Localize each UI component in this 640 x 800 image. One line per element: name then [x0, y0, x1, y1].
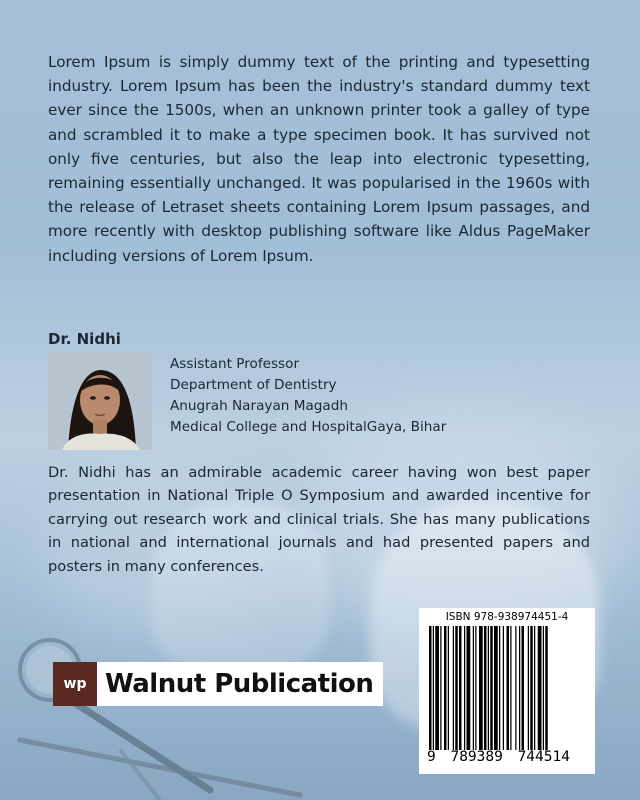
affiliation-line: Department of Dentistry	[170, 377, 337, 393]
publisher-name: Walnut Publication	[105, 669, 374, 699]
publisher-logo	[53, 662, 383, 706]
barcode-bars-icon	[429, 626, 587, 750]
author-portrait-icon	[48, 352, 152, 450]
affiliation-line: Medical College and HospitalGaya, Bihar	[170, 419, 447, 435]
book-blurb: Lorem Ipsum is simply dummy text of the printing and typesetting industry. Lorem Ipsum has been the industry's standard dummy text ever since the 1500s, when an unknown printer took a galley of type and scrambled it to make a type specimen book. It has survived not only five centuries, but also the leap into electronic typesetting, remaining essentially unchanged. It was popularised in the 1960s with the release of Letraset sheets containing Lorem Ipsum passages, and more recently with desktop publishing software like Aldus PageMaker including versions of Lorem Ipsum.	[48, 53, 590, 265]
publisher-mark-icon: wp	[53, 662, 97, 706]
affiliation-line: Anugrah Narayan Magadh	[170, 398, 349, 414]
author-affiliation	[170, 354, 446, 438]
isbn-barcode	[419, 608, 595, 774]
author-name: Dr. Nidhi	[48, 330, 121, 348]
isbn-label: ISBN 978-938974451-4	[445, 611, 569, 623]
author-bio: Dr. Nidhi has an admirable academic career having won best paper presentation in National Triple O Symposium and awarded incentive for carrying out research work and clinical trials. She has many publications in national and international journals and had presented papers and posters in many conferences.	[48, 464, 590, 575]
isbn-digits: 9 789389 744514	[427, 749, 570, 765]
affiliation-line: Assistant Professor	[170, 356, 300, 372]
author-photo	[48, 352, 152, 450]
